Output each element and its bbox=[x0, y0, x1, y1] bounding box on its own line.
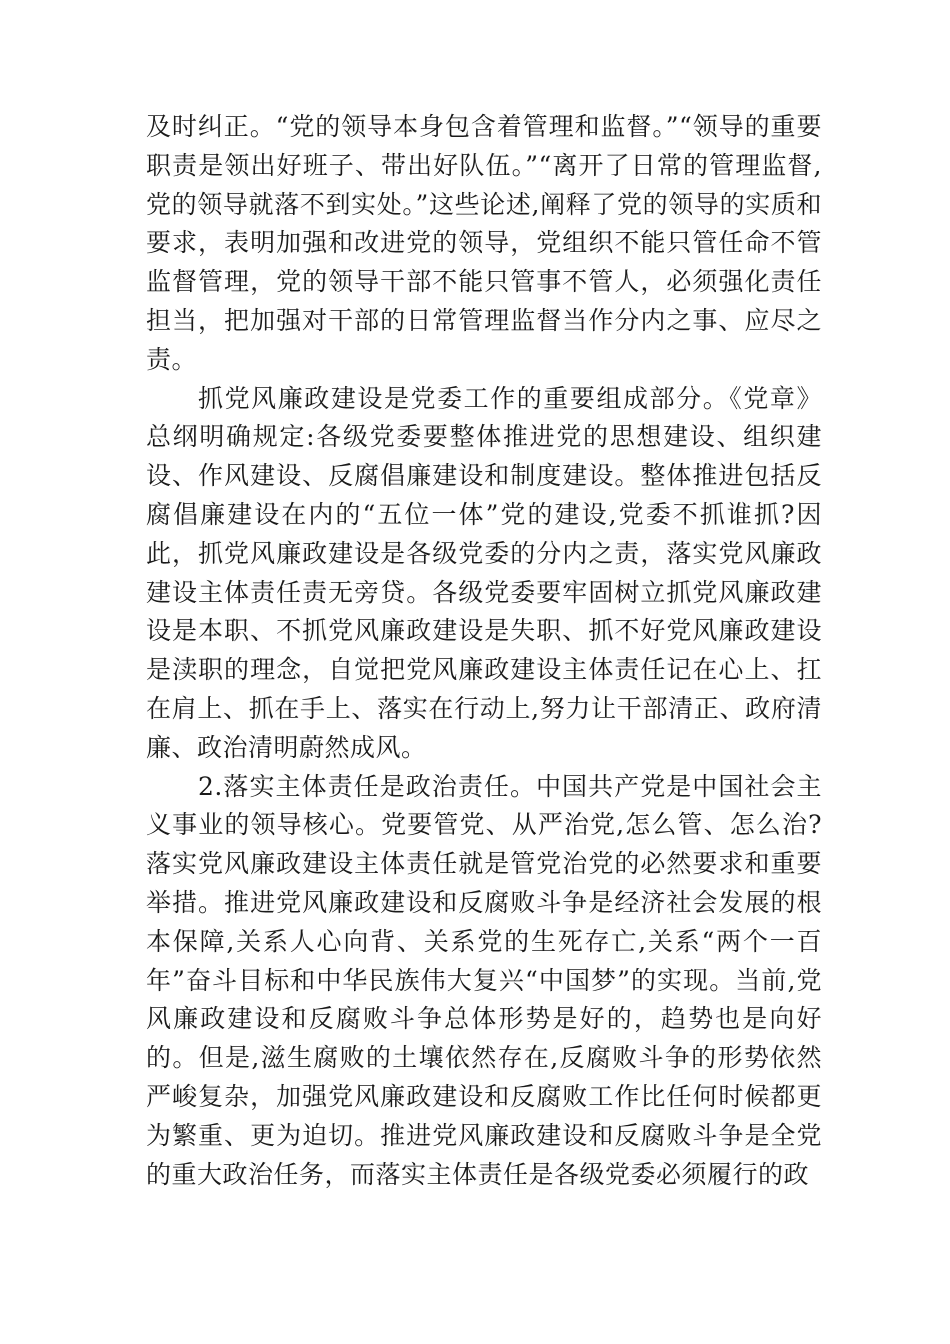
paragraph-party-committee-responsibility: 抓党风廉政建设是党委工作的重要组成部分。《党章》总纲明确规定:各级党委要整体推进党的思想建设、组织建设、作风建设、反腐倡廉建设和制度建设。整体推进包括反腐倡廉建设在内的“五位一体”党的建设,党委不抓谁抓?因此，抓党风廉政建设是各级党委的分内之责，落实党风廉政建设主体责任责无旁贷。各级党委要牢固树立抓党风廉政建设是本职、不抓党风廉政建设是失职、抓不好党风廉政建设是渎职的理念，自觉把党风廉政建设主体责任记在心上、扛在肩上、抓在手上、落实在行动上,努力让干部清正、政府清廉、政治清明蔚然成风。 bbox=[146, 383, 822, 762]
paragraph-supervision-continuation: 及时纠正。“党的领导本身包含着管理和监督。”“领导的重要职责是领出好班子、带出好队伍。”“离开了日常的管理监督,党的领导就落不到实处。”这些论述,阐释了党的领导的实质和要求，表明加强和改进党的领导，党组织不能只管任命不管监督管理，党的领导干部不能只管事不管人，必须强化责任担当，把加强对干部的日常管理监督当作分内之事、应尽之责。 bbox=[146, 112, 822, 374]
document-page bbox=[146, 108, 822, 1194]
paragraph-political-responsibility: 2.落实主体责任是政治责任。中国共产党是中国社会主义事业的领导核心。党要管党、从严治党,怎么管、怎么治?落实党风廉政建设主体责任就是管党治党的必然要求和重要举措。推进党风廉政建设和反腐败斗争是经济社会发展的根本保障,关系人心向背、关系党的生死存亡,关系“两个一百年”奋斗目标和中华民族伟大复兴“中国梦”的实现。当前,党风廉政建设和反腐败斗争总体形势是好的，趋势也是向好的。但是,滋生腐败的土壤依然存在,反腐败斗争的形势依然严峻复杂，加强党风廉政建设和反腐败工作比任何时候都更为繁重、更为迫切。推进党风廉政建设和反腐败斗争是全党的重大政治任务，而落实主体责任是各级党委必须履行的政 bbox=[146, 771, 822, 1189]
